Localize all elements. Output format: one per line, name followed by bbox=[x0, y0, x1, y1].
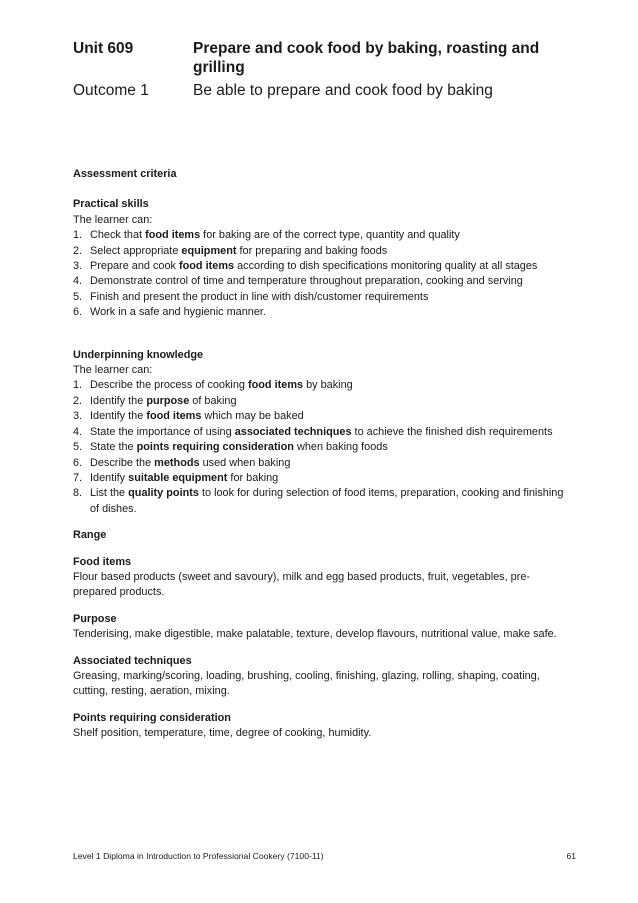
item-text: Describe the process of cooking bbox=[90, 379, 248, 392]
list-item bbox=[73, 486, 573, 517]
item-text: List the bbox=[90, 487, 129, 500]
practical-skills-list bbox=[73, 228, 573, 320]
item-key-term: points requiring consideration bbox=[136, 441, 294, 454]
list-item bbox=[73, 259, 573, 274]
item-text-end: for preparing and baking foods bbox=[236, 244, 388, 257]
knowledge-intro: The learner can: bbox=[73, 364, 153, 377]
list-item bbox=[73, 425, 573, 440]
footer-title: Level 1 Diploma in Introduction to Professional Cookery (7100-11) bbox=[73, 851, 324, 861]
list-number: 8. bbox=[73, 487, 83, 500]
item-key-term: food items bbox=[146, 410, 202, 423]
range-section-text: Tenderising, make digestible, make palatable, texture, develop flavours, nutritional value, make safe. bbox=[73, 628, 557, 641]
item-text: Identify the bbox=[90, 394, 147, 407]
list-number: 3. bbox=[73, 260, 83, 273]
item-key-term: purpose bbox=[146, 394, 190, 407]
list-number: 2. bbox=[73, 394, 83, 407]
assessment-heading: Assessment criteria bbox=[73, 168, 177, 180]
item-text: Work in a safe and hygienic manner. bbox=[90, 306, 266, 319]
item-text: Prepare and cook bbox=[90, 260, 179, 273]
item-text: Describe the bbox=[90, 456, 155, 469]
list-item bbox=[73, 471, 573, 486]
outcome-label: Outcome 1 bbox=[73, 82, 149, 99]
range-heading: Range bbox=[73, 529, 107, 542]
list-item bbox=[73, 244, 573, 259]
list-number: 1. bbox=[73, 379, 83, 392]
item-key-term: food items bbox=[145, 229, 201, 242]
range-section-text: Shelf position, temperature, time, degree of cooking, humidity. bbox=[73, 727, 372, 740]
item-text-end: according to dish specifications monitoring quality at all stages bbox=[234, 260, 538, 273]
item-text-end: to look for during selection of food items, preparation, cooking and finishing of dishes. bbox=[90, 487, 564, 515]
list-item bbox=[73, 305, 573, 320]
list-number: 4. bbox=[73, 275, 83, 288]
practical-intro: The learner can: bbox=[73, 213, 153, 226]
item-text-end: of baking bbox=[189, 394, 237, 407]
list-number: 6. bbox=[73, 456, 83, 469]
item-text-end: when baking foods bbox=[293, 441, 388, 454]
range-section-text: Greasing, marking/scoring, loading, brushing, cooling, finishing, glazing, rolling, shaping, coating, cutting, resting, aeration, mixing. bbox=[73, 669, 540, 698]
item-text: State the bbox=[90, 441, 137, 454]
unit-label: Unit 609 bbox=[73, 40, 134, 57]
list-number: 3. bbox=[73, 410, 83, 423]
knowledge-heading: Underpinning knowledge bbox=[73, 348, 204, 361]
knowledge-list bbox=[73, 378, 573, 517]
item-text: Identify the bbox=[90, 410, 147, 423]
item-key-term: quality points bbox=[128, 487, 199, 500]
list-item bbox=[73, 440, 573, 455]
item-text-end: by baking bbox=[303, 379, 353, 392]
range-section-text: Flour based products (sweet and savoury), milk and egg based products, fruit, vegetables, pre-prepared products. bbox=[73, 570, 531, 599]
list-item bbox=[73, 456, 573, 471]
item-text-end: used when baking bbox=[199, 456, 291, 469]
list-item bbox=[73, 290, 573, 305]
list-number: 5. bbox=[73, 441, 83, 454]
item-key-term: equipment bbox=[181, 244, 237, 257]
item-text: Finish and present the product in line with dish/customer requirements bbox=[90, 290, 429, 303]
range-section-title: Food items bbox=[73, 555, 132, 568]
list-number: 7. bbox=[73, 471, 83, 484]
list-item bbox=[73, 378, 573, 393]
item-key-term: associated techniques bbox=[234, 425, 352, 438]
item-key-term: suitable equipment bbox=[128, 471, 228, 484]
item-text: Select appropriate bbox=[90, 244, 182, 257]
item-key-term: methods bbox=[154, 456, 200, 469]
page-number: 61 bbox=[566, 851, 576, 861]
range-section-title: Purpose bbox=[73, 612, 117, 625]
list-number: 2. bbox=[73, 244, 83, 257]
range-section-title: Points requiring consideration bbox=[73, 711, 231, 724]
item-text-end: for baking bbox=[227, 471, 279, 484]
range-sections bbox=[73, 544, 573, 742]
item-text-end: which may be baked bbox=[201, 410, 304, 423]
list-item bbox=[73, 228, 573, 243]
list-item bbox=[73, 409, 573, 424]
range-section-title: Associated techniques bbox=[73, 654, 192, 667]
item-key-term: food items bbox=[248, 379, 304, 392]
item-text-end: to achieve the finished dish requirements bbox=[351, 425, 553, 438]
item-text: Demonstrate control of time and temperature throughout preparation, cooking and serving bbox=[90, 275, 523, 288]
item-text: State the importance of using bbox=[90, 425, 235, 438]
outcome-title: Be able to prepare and cook food by baking bbox=[193, 82, 493, 99]
list-number: 5. bbox=[73, 290, 83, 303]
item-text: Check that bbox=[90, 229, 146, 242]
list-item bbox=[73, 394, 573, 409]
item-text: Identify bbox=[90, 471, 129, 484]
unit-title: Prepare and cook food by baking, roasting and grilling bbox=[193, 40, 540, 76]
practical-skills-heading: Practical skills bbox=[73, 198, 149, 211]
list-item bbox=[73, 274, 573, 289]
list-number: 6. bbox=[73, 306, 83, 319]
item-key-term: food items bbox=[179, 260, 235, 273]
list-number: 1. bbox=[73, 229, 83, 242]
list-number: 4. bbox=[73, 425, 83, 438]
item-text-end: for baking are of the correct type, quantity and quality bbox=[200, 229, 460, 242]
document-body bbox=[73, 167, 573, 742]
